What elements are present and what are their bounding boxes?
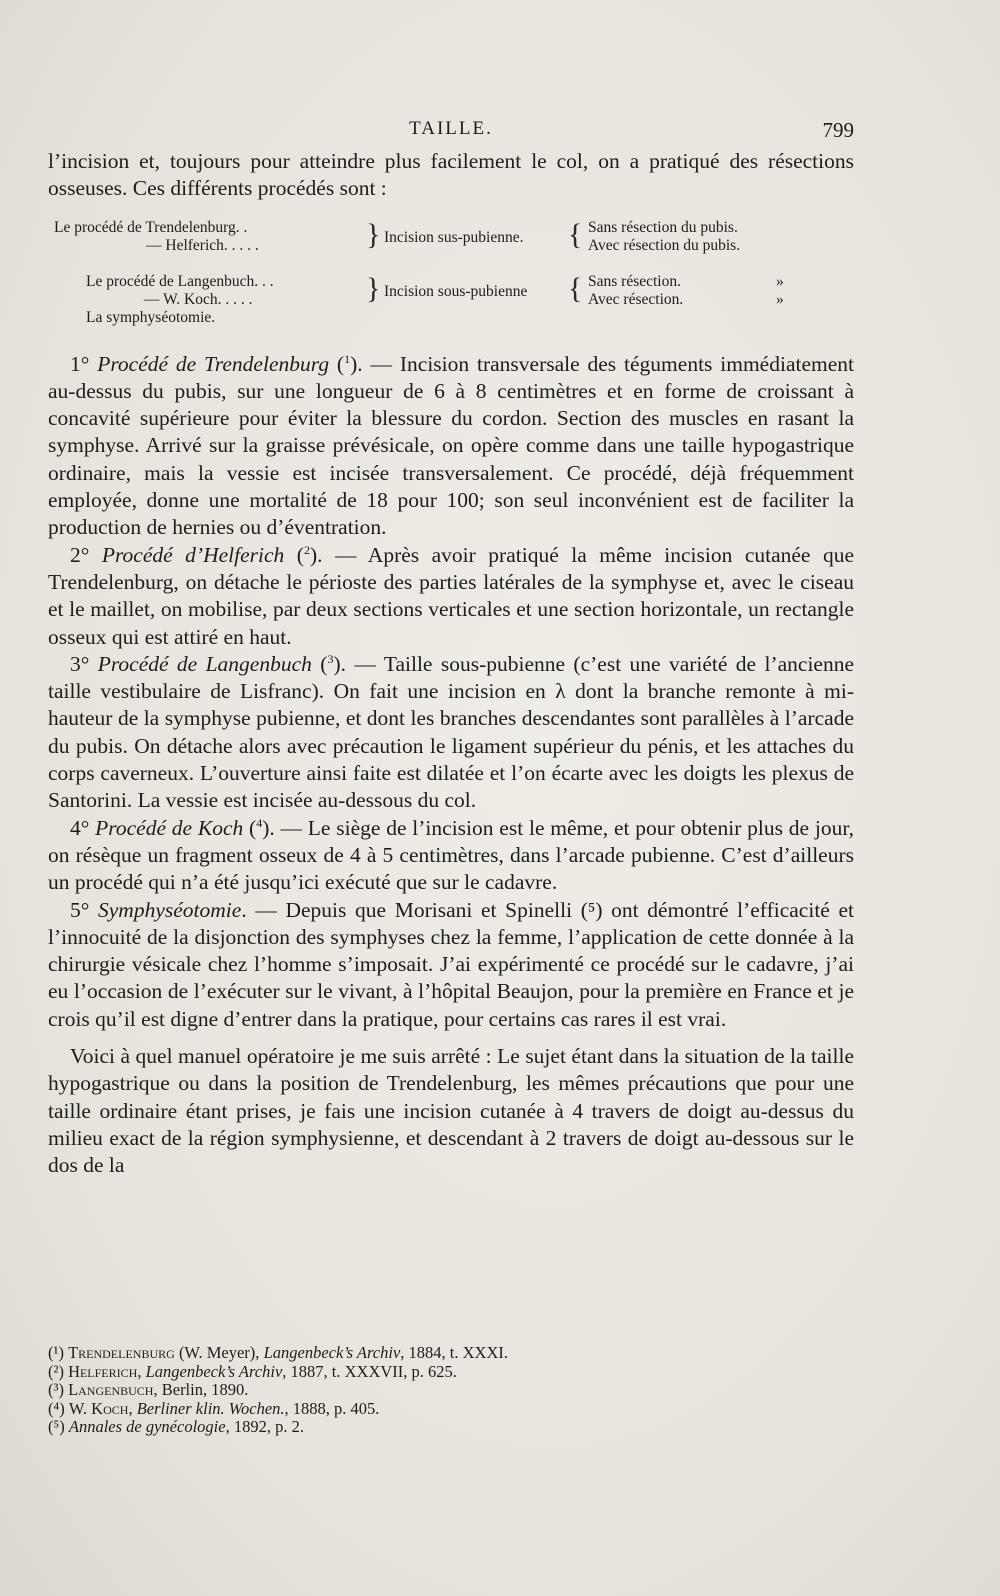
section-text: . — Après avoir pratiqué la même incision cutanée que Trendelenburg, on détache le périoste des parties latérales de la symphyse et, avec le ciseau et le maillet, on mobilise, par deux sections verticales et une section horizontale, un rectangle osseux qui est attiré en haut. — [48, 542, 855, 649]
brace-right-2: { — [568, 271, 583, 305]
section-number: 4° — [70, 815, 90, 840]
footnote-journal: Langenbeck’s Archiv — [263, 1343, 401, 1362]
footnote-author: W. Koch — [68, 1398, 129, 1418]
final-paragraph: Voici à quel manuel opératoire je me suis arrêté : Le sujet étant dans la situation de la taille hypogastrique ou dans la position de Trendelenburg, les mêmes précautions que pour une taille ordinaire étant prises, je fais une incision cutanée à 4 travers de doigt au-dessus du milieu exact de la région symphysienne, et descendant à 2 travers de doigt au-dessous sur le dos de la — [48, 1044, 854, 1178]
page-header — [48, 118, 854, 148]
table-row-koch: — W. Koch. . . . . — [144, 290, 253, 308]
footnote-author: Trendelenburg — [68, 1343, 175, 1362]
section-text: . — Depuis que Morisani et Spinelli (⁵) ont démontré l’efficacité et l’innocuité de la disjonction des symphyses chez la femme, l’application de cette donnée à la chirurgie vésicale chez l’homme s’imposait. J’ai expérimenté ce procédé sur le cadavre, j’ai eu l’occasion de l’exécuter sur le vivant, à l’hôpital Beaujon, pour la première en France et je crois qu’il est digne d’entrer dans la pratique, pour certains cas rares il est vrai. — [48, 897, 854, 1031]
footnote-2 — [48, 1363, 854, 1382]
table-row-helferich: — Helferich. . . . . — [146, 236, 259, 254]
footnote-text: , 1887, t. XXXVII, p. 625. — [282, 1361, 457, 1381]
brace-left-1: } — [366, 217, 381, 251]
section-koch: 4° Procédé de Koch ($^4$). — Le siège de l’incision est le même, et pour obtenir plus de jour, on résèque un fragment osseux de 4 à 5 centimètres, dans l’arcade pubienne. C’est d’ailleurs un procédé qui n’a été jusqu’ici exécuté que sur le cadavre. — [48, 815, 854, 895]
footnote-text: , Berlin, 1890. — [153, 1380, 249, 1399]
footnote-ref: 3 — [327, 651, 334, 666]
section-helferich: 2° Procédé d’Helferich ($^2$). — Après avoir pratiqué la même incision cutanée que Trendelenburg, on détache le périoste des parties latérales de la symphyse et, avec le ciseau et le maillet, on mobilise, par deux sections verticales et une section horizontale, un rectangle osseux qui est attiré en haut. — [48, 542, 855, 649]
section-title: Symphyséotomie — [98, 897, 242, 922]
footnote-mark: (¹) — [48, 1343, 64, 1362]
footnote-4 — [48, 1400, 854, 1419]
section-text: . — Le siège de l’incision est le même, et pour obtenir plus de jour, on résèque un fragment osseux de 4 à 5 centimètres, dans l’arcade pubienne. C’est d’ailleurs un procédé qui n’a été jusqu’ici exécuté que sur le cadavre. — [48, 815, 854, 895]
table-option-avec-resection: Avec résection. — [588, 290, 684, 308]
section-number: 2° — [70, 542, 90, 567]
page-number: 799 — [822, 118, 854, 142]
table-row-langenbuch: Le procédé de Langenbuch. . . — [86, 272, 274, 290]
footnote-mark: (⁴) — [48, 1398, 65, 1418]
footnote-mark: (³) — [48, 1380, 64, 1399]
body-text — [48, 148, 854, 1180]
table-ditto-1: » — [776, 272, 784, 290]
footnote-mark: (⁵) — [48, 1417, 65, 1436]
footnote-mark: (²) — [48, 1361, 64, 1381]
section-title: Procédé de Trendelenburg — [97, 351, 330, 376]
footnote-author: Langenbuch — [68, 1380, 154, 1399]
section-trendelenburg: 1° Procédé de Trendelenburg ($^1$). — Incision transversale des téguments immédiatement au-dessus du pubis, sur une longueur de 6 à 8 centimètres et en forme de croissant à concavité supérieure pour éviter la blessure du cordon. Section des muscles en rasant la symphyse. Arrivé sur la graisse prévésicale, on opère comme dans une taille hypogastrique ordinaire, mais la vessie est incisée transversalement. Ce procédé, déjà fréquemment employée, donne une mortalité de 18 pour 100; son seul inconvénient est de faciliter la production de hernies ou d’éventration. — [48, 351, 854, 540]
intro-paragraph: l’incision et, toujours pour atteindre plus facilement le col, on a pratiqué des résections osseuses. Ces différents procédés sont : — [48, 149, 854, 201]
table-incision-sus-pubienne: Incision sus-pubienne. — [384, 228, 524, 246]
table-option-sans-resection-pubis: Sans résection du pubis. — [588, 218, 738, 236]
brace-right-1: { — [568, 217, 583, 251]
table-ditto-2: » — [776, 290, 784, 308]
footnotes — [48, 1344, 854, 1437]
footnote-3 — [48, 1381, 854, 1400]
footnote-author: Helferich — [68, 1361, 138, 1381]
footnote-journal: Annales de gynécologie — [68, 1417, 226, 1436]
footnote-ref: 4 — [256, 815, 263, 830]
footnote-text: (W. Meyer), — [174, 1343, 264, 1362]
footnote-ref: 2 — [303, 542, 310, 557]
section-number: 1° — [70, 351, 90, 376]
table-option-sans-resection: Sans résection. — [588, 272, 681, 290]
table-row-symphyseotomie: La symphyséotomie. — [86, 308, 216, 326]
table-option-avec-resection-pubis: Avec résection du pubis. — [588, 236, 741, 254]
section-title: Procédé de Koch — [95, 815, 244, 840]
footnote-text: , — [137, 1361, 146, 1381]
section-number: 3° — [70, 651, 90, 676]
footnote-text: , 1888, p. 405. — [284, 1398, 380, 1418]
section-text: . — Taille sous-pubienne (c’est une variété de l’ancienne taille vestibulaire de Lisfranc). On fait une incision en λ dont la branche remonte à mi-hauteur de la symphyse pubienne, et dont les branches descendantes sont parallèles à l’arcade du pubis. On détache alors avec précaution le ligament supérieur du pénis, et les attaches du corps caverneux. L’ouverture ainsi faite est dilatée et l’on écarte avec les doigts les plexus de Santorini. La vessie est incisée au-dessous du col. — [48, 651, 854, 813]
section-title: Procédé d’Helferich — [101, 542, 285, 567]
section-text: . — Incision transversale des téguments immédiatement au-dessus du pubis, sur une longueur de 6 à 8 centimètres et en forme de croissant à concavité supérieure pour éviter la blessure du cordon. Section des muscles en rasant la symphyse. Arrivé sur la graisse prévésicale, on opère comme dans une taille hypogastrique ordinaire, mais la vessie est incisée transversalement. Ce procédé, déjà fréquemment employée, donne une mortalité de 18 pour 100; son seul inconvénient est de faciliter la production de hernies ou d’éventration. — [48, 351, 854, 540]
section-symphyseotomie — [48, 897, 854, 1033]
section-number: 5° — [70, 897, 90, 922]
footnote-journal: Berliner klin. Wochen. — [136, 1398, 285, 1418]
footnote-text: , 1892, p. 2. — [225, 1417, 304, 1436]
brace-left-2: } — [366, 271, 381, 305]
footnote-journal: Langenbeck’s Archiv — [145, 1361, 283, 1381]
running-title: TAILLE. — [409, 118, 493, 139]
section-title: Procédé de Langenbuch — [97, 651, 312, 676]
table-row-trendelenburg: Le procédé de Trendelenburg. . — [54, 218, 248, 236]
procedures-table — [48, 215, 854, 337]
footnote-5 — [48, 1418, 854, 1437]
section-langenbuch: 3° Procédé de Langenbuch ($^3$). — Taille sous-pubienne (c’est une variété de l’ancienne taille vestibulaire de Lisfranc). On fait une incision en λ dont la branche remonte à mi-hauteur de la symphyse pubienne, et dont les branches descendantes sont parallèles à l’arcade du pubis. On détache alors avec précaution le ligament supérieur du pénis, et les attaches du corps caverneux. L’ouverture ainsi faite est dilatée et l’on écarte avec les doigts les plexus de Santorini. La vessie est incisée au-dessous du col. — [48, 651, 854, 813]
footnote-text: , — [128, 1398, 137, 1418]
footnote-1 — [48, 1344, 854, 1363]
footnote-text: , 1884, t. XXXI. — [400, 1343, 508, 1362]
footnote-ref: 1 — [344, 351, 351, 366]
table-incision-sous-pubienne: Incision sous-pubienne — [384, 282, 528, 300]
